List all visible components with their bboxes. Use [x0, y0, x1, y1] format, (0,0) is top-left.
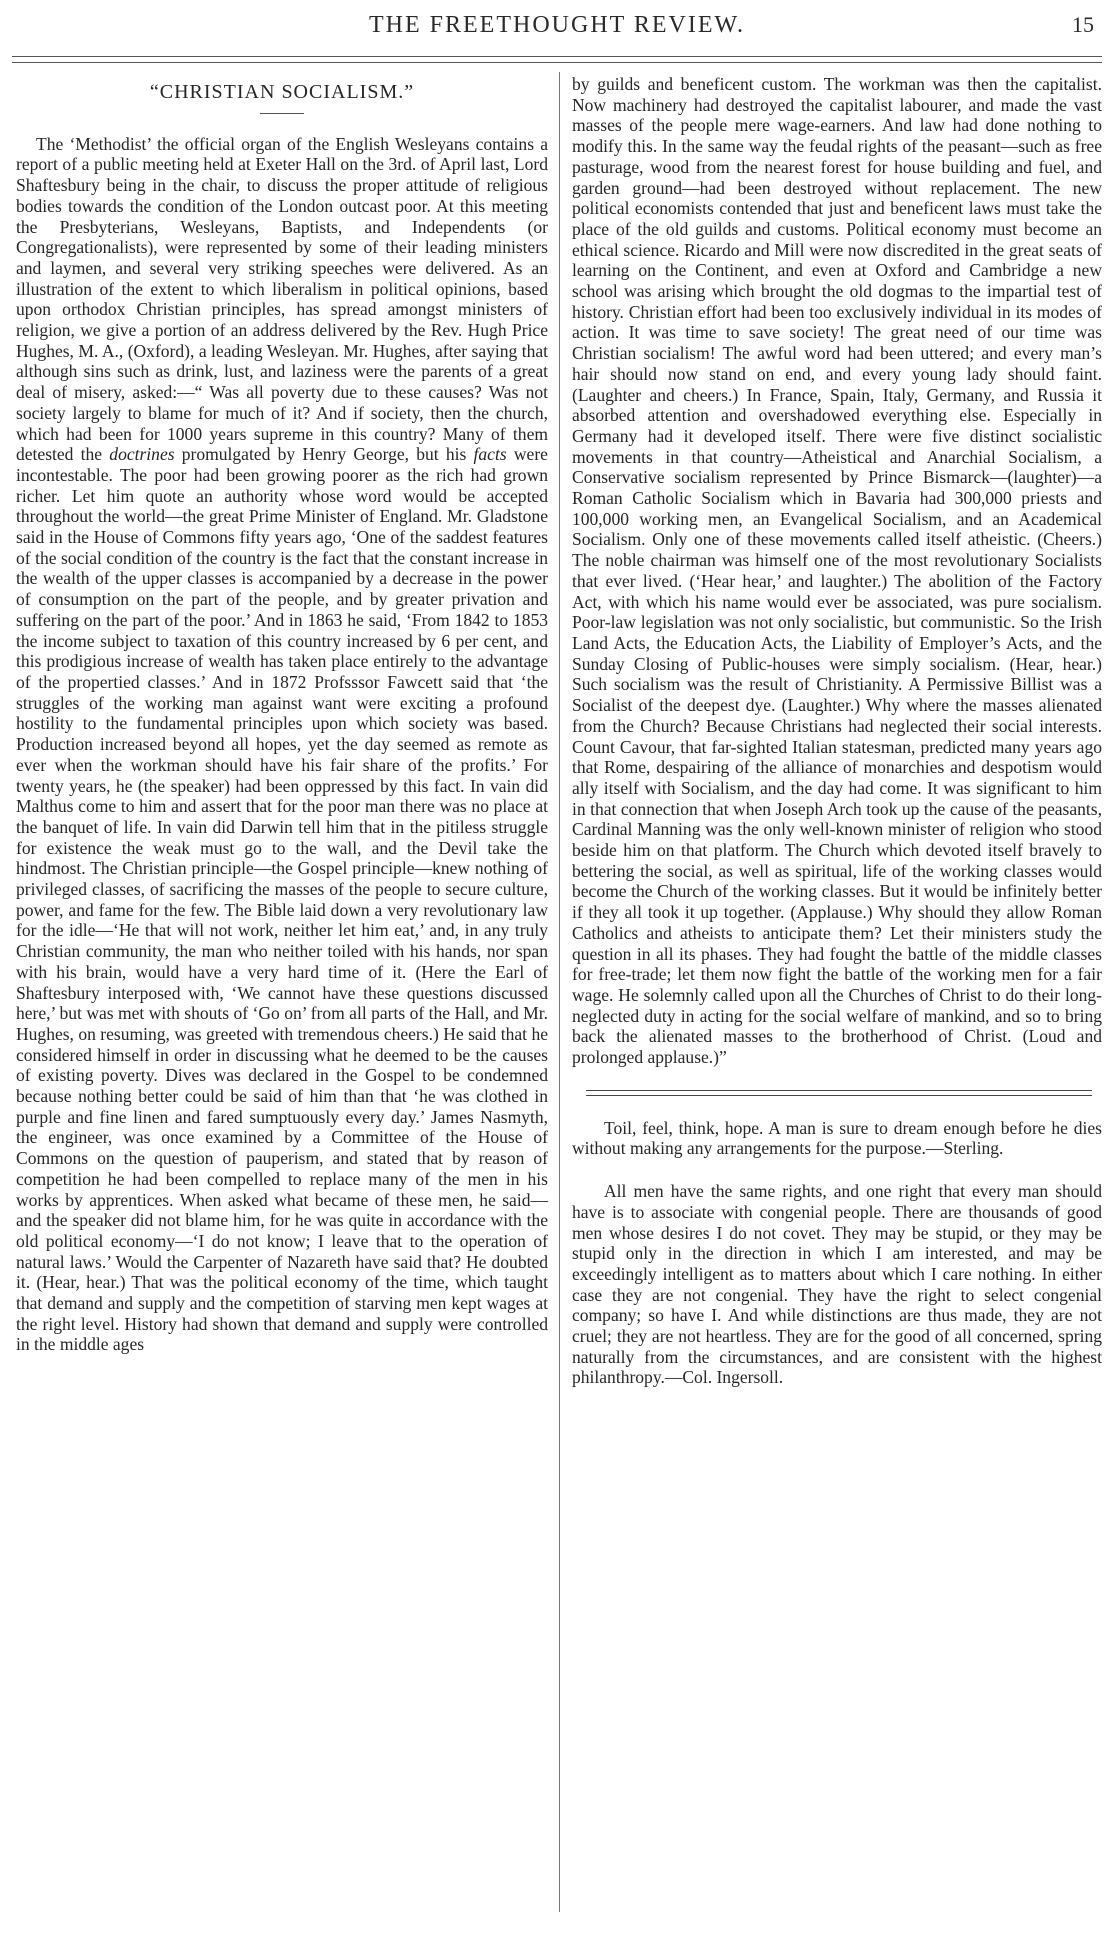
quote-text: Toil, feel, think, hope. A man is sure to dream enough before he dies without making any arrangements for the purpose.—Sterling. — [572, 1117, 1102, 1159]
column-divider — [559, 72, 560, 1912]
left-column — [16, 74, 548, 1355]
article-body-left — [16, 134, 548, 1355]
article-title: “CHRISTIAN SOCIALISM.” — [149, 81, 415, 103]
quote-ingersoll — [572, 1181, 1102, 1388]
running-head — [20, 10, 1094, 50]
quote-sterling — [572, 1118, 1102, 1159]
article-body-right: by guilds and beneficent custom. The workman was then the capitalist. Now machinery had destroyed the capitalist labourer, and made the vast masses of the people mere wage-earners. And law had done nothing to modify this. In the same way the feudal rights of the peasant—such as free pasturage, wood from the nearest forest for house building and fuel, and garden ground—had been destroyed without replacement. The new political economists contended that just and beneficent laws must take the place of the old guilds and customs. Political economy must become an ethical science. Ricardo and Mill were now discredited in the great seats of learning on the Continent, and even at Oxford and Cambridge a new school was arising which brought the old dogmas to the impartial test of history. Christian effort had been too exclusively individual in its modes of action. It was time to save society! The great need of our time was Christian socialism! The awful word had been uttered; and every man’s hair should now stand on end, and every young lady should faint. (Laughter and cheers.) In France, Spain, Italy, Germany, and Russia it absorbed attention and overshadowed everything else. Especially in Germany had it developed itself. There were five distinct socialistic movements in that country—Atheistical and Anarchial Socialism, a Conservative socialism represented by Prince Bismarck—(laughter)—a Roman Catholic Socialism which in Bavaria had 300,000 priests and 100,000 working men, an Evangelical Socialism, and an Academical Socialism. Only one of these movements called itself atheistic. (Cheers.) The noble chairman was himself one of the most revolutionary Socialists that ever lived. (‘Hear hear,’ and laughter.) The abolition of the Factory Act, with which his name would ever be associated, was pure socialism. Poor-law legislation was not only socialistic, but communistic. So the Irish Land Acts, the Education Acts, the Liability of Employer’s Acts, and the Sunday Closing of Public-houses were simply socialism. (Hear, hear.) Such socialism was the result of Christianity. A Permissive Billist was a Socialist of the deepest dye. (Laughter.) Why where the masses alienated from the Church? Because Christians had neglected their social interests. Count Cavour, that far-sighted Italian statesman, predicted many years ago that Rome, despairing of the alliance of monarchies and despotism would ally itself with Socialism, and the day had come. It was significant to him in that connection that when Joseph Arch took up the cause of the peasants, Cardinal Manning was the only well-known minister of religion who stood beside him on that platform. The Church which devoted itself bravely to bettering the social, as well as spiritual, life of the working classes would become the Church of the working classes. But it would be infinitely better if they all took it up together. (Applause.) Why should they allow Roman Catholics and atheists to anticipate them? Let their ministers study the question in all its phases. They had fought the battle of the middle classes for free-trade; let them now fight the battle of the working men for a fair wage. He solemnly called upon all the Churches of Christ to do their long-neglected duty in acting for the social welfare of mankind, and so to bring back the alienated masses to the brotherhood of Christ. (Loud and prolonged applause.)” — [572, 74, 1102, 1068]
body-text-segment-1: The ‘Methodist’ the official organ of the English Wesleyans contains a report of a public meeting held at Exeter Hall on the 3rd. of April last, Lord Shaftesbury being in the chair, to discuss the proper attitude of religious bodies towards the condition of the London outcast poor. At this meeting the Presbyterians, Wesleyans, Baptists, and Independents (or Congregationalists), were represented by some of their leading ministers and laymen, and several very striking speeches were delivered. As an illustration of the extent to which liberalism in political opinions, based upon orthodox Christian principles, has spread amongst ministers of religion, we give a portion of an address delivered by the Rev. Hugh Price Hughes, M. A., (Oxford), a leading Wesleyan. Mr. Hughes, after saying that although sins such as drink, lust, and laziness were the parents of a great deal of misery, asked:—“ Was all poverty due to these causes? Was not society largely to blame for much of it? And if society, then the church, which had been for 1000 years supreme in this country? Many of them detested the — [16, 133, 548, 465]
right-column — [572, 74, 1102, 1410]
emphasis-doctrines: doctrines — [109, 444, 175, 465]
page-number: 15 — [1072, 12, 1094, 37]
section-double-rule — [586, 1090, 1092, 1096]
title-rule — [260, 113, 304, 114]
running-title: THE FREETHOUGHT REVIEW. — [369, 12, 745, 38]
quote-text: All men have the same rights, and one right that every man should have is to associate with congenial people. There are thousands of good men whose desires I do not covet. They may be stupid, or they may be stupid only in the direction in which I am interested, and may be exceedingly intelligent as to matters about which I care nothing. In either case they are not congenial. They have the right to select congenial company; so have I. And while distinctions are thus made, they are not cruel; they are not heartless. They are for the good of all concerned, spring naturally from the circumstances, and are consistent with the highest philanthropy.—Col. Ingersoll. — [572, 1181, 1102, 1388]
emphasis-facts: facts — [473, 444, 507, 465]
body-text-segment-2: promulgated by Henry George, but his — [181, 444, 467, 465]
body-text-segment-3: were incontestable. The poor had been growing poorer as the rich had grown richer. Let him quote an authority whose word would be accepted throughout the world—the great Prime Minister of England. Mr. Gladstone said in the House of Commons fifty years ago, ‘One of the saddest features of the social condition of the country is the fact that the constant increase in the wealth of the upper classes is accompanied by a decrease in the power of consumption on the part of the people, and by greater privation and suffering on the part of the poor.’ And in 1863 he said, ‘From 1842 to 1853 the income subject to taxation of this country increased by 6 per cent, and this prodigious increase of wealth has taken place entirely to the advantage of the propertied classes.’ And in 1872 Profsssor Fawcett said that ‘the struggles of the working man against want were exciting a profound hostility to the fundamental principles upon which society was based. Production increased beyond all hopes, yet the day seemed as remote as ever when the workman should have his fair share of the profits.’ For twenty years, he (the speaker) had been oppressed by this fact. In vain did Malthus come to him and assert that for the poor man there was no place at the banquet of life. In vain did Darwin tell him that in the pitiless struggle for existence the weak must go to the wall, and the Devil take the hindmost. The Christian principle—the Gospel principle—knew nothing of privileged classes, of sacrificing the masses of the people to secure culture, power, and fame for the few. The Bible laid down a very revolutionary law for the idle—‘He that will not work, neither let him eat,’ and, in any truly Christian community, the man who neither toiled with his hands, nor span with his brain, would have a very hard time of it. (Here the Earl of Shaftesbury interposed with, ‘We cannot have these questions discussed here,’ but was met with shouts of ‘Go on’ from all parts of the Hall, and Mr. Hughes, on resuming, was greeted with tremendous cheers.) He said that he considered himself in order in discussing what he deemed to be the causes of existing poverty. Dives was declared in the Gospel to be condemned because nothing better could be said of him than that ‘he was clothed in purple and fine linen and fared sumptuously every day.’ James Nasmyth, the engineer, was once examined by a Committee of the House of Commons on the question of pauperism, and stated that by reason of competition he had been compelled to replace many of the men in his works by apprentices. When asked what became of these men, he said—and the speaker did not blame him, for he was quite in accordance with the old political economy—‘I do not know; I leave that to the operation of natural laws.’ Would the Carpenter of Nazareth have said that? He doubted it. (Hear, hear.) That was the political economy of the time, which taught that demand and supply and the competition of starving men kept wages at the right level. History had shown that demand and supply were controlled in the middle ages — [16, 444, 548, 1355]
header-double-rule — [12, 56, 1102, 63]
